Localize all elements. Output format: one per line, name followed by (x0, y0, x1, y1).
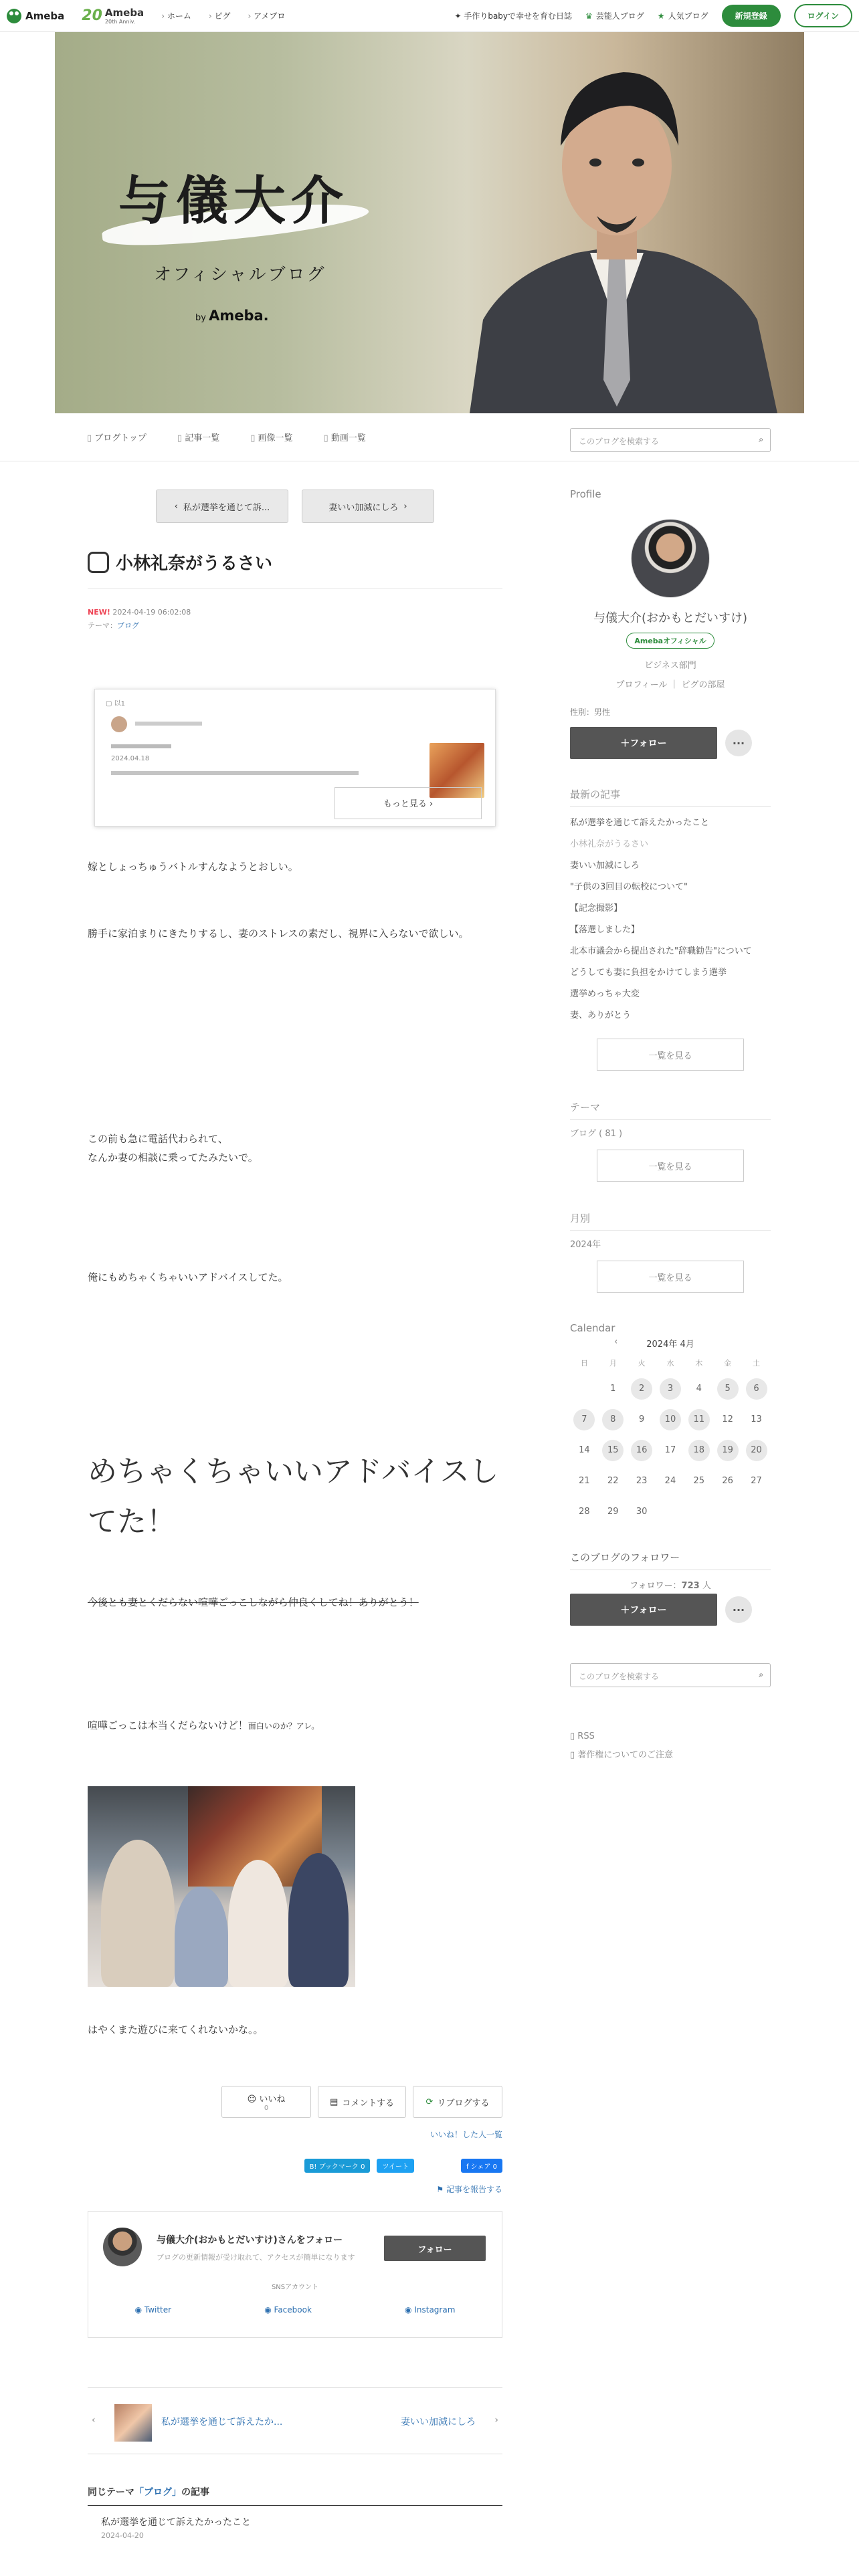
search-icon[interactable]: ⌕ (759, 1670, 763, 1679)
calendar-day: 4 (696, 1384, 702, 1394)
calendar-day: 29 (607, 1507, 619, 1517)
calendar-weekday: 火 (638, 1359, 646, 1368)
liked-by-link[interactable]: いいね！した人一覧 (430, 2130, 502, 2140)
profile-heading: Profile (570, 488, 601, 500)
recent-see-all-button[interactable]: 一覧を見る (597, 1039, 744, 1071)
flag-icon: ⚑ (436, 2185, 446, 2195)
entry-paragraph: この前も急に電話代わられて、 (88, 1132, 228, 1145)
calendar-day (656, 1497, 685, 1527)
instagram-link[interactable]: ◉ Instagram (405, 2305, 455, 2315)
calendar-day[interactable]: 2 (628, 1374, 656, 1404)
calendar (570, 1322, 771, 1527)
nav-entry-list[interactable]: ▯ 記事一覧 (177, 431, 219, 443)
month-item[interactable]: 2024年 (570, 1240, 601, 1250)
profile-category: ビジネス部門 (644, 661, 696, 671)
calendar-heading: Calendar (570, 1322, 615, 1334)
profile-links: プロフィール ｜ ピグの部屋 (615, 680, 725, 690)
calendar-day: 22 (607, 1476, 619, 1486)
chevron-right-icon[interactable]: › (494, 2415, 498, 2426)
recent-item[interactable]: 妻、ありがとう (570, 1010, 632, 1021)
rss-link[interactable]: ▯ RSS (570, 1731, 595, 1741)
calendar-day[interactable]: 20 (742, 1435, 771, 1466)
sidebar (570, 461, 771, 1765)
calendar-day: 24 (664, 1476, 676, 1486)
signup-button[interactable]: 新規登録 (722, 5, 781, 27)
more-menu-button[interactable]: ··· (725, 730, 752, 756)
same-theme-item[interactable]: 私が選挙を通じて訴えたかったこと 2024-04-20 (101, 2517, 251, 2541)
facebook-link[interactable]: ◉ Facebook (264, 2305, 312, 2315)
celebrity-blog-link[interactable]: ♛ 芸能人ブログ (585, 11, 644, 21)
calendar-day: 23 (636, 1476, 648, 1486)
document-icon: ▯ (570, 1750, 578, 1760)
recent-item[interactable]: 小林礼奈がうるさい (570, 839, 649, 849)
hero-title: 与儀大介 (118, 171, 349, 231)
calendar-day[interactable]: 11 (684, 1404, 713, 1435)
reblog-icon: ⟳ (425, 2097, 434, 2107)
entry-photo[interactable] (88, 1786, 355, 1987)
photo-person (175, 1887, 228, 1987)
calendar-day (713, 1497, 742, 1527)
entry-pager-top (88, 490, 502, 523)
more-menu-button[interactable]: ··· (725, 1596, 752, 1623)
calendar-day: 1 (610, 1384, 616, 1394)
month-heading: 月別 (570, 1211, 771, 1231)
like-button[interactable]: ☺ いいね 0 (221, 2086, 311, 2118)
global-nav (161, 10, 285, 21)
calendar-day: 28 (579, 1507, 590, 1517)
nav-blog-top[interactable]: ▯ ブログトップ (87, 431, 147, 443)
chevron-left-icon[interactable]: ‹ (614, 1337, 618, 1347)
entry-paragraph: 俺にもめちゃくちゃいいアドバイスしてた。 (88, 1271, 288, 1283)
calendar-month: ‹ 2024年 4月 (614, 1337, 694, 1350)
popular-blog-link[interactable]: ★ 人気ブログ (657, 11, 708, 21)
calendar-day[interactable]: 3 (656, 1374, 685, 1404)
reblog-icon (88, 552, 109, 573)
recent-item[interactable]: 【記念撮影】 (570, 903, 623, 914)
prev-entry-thumbnail[interactable] (114, 2404, 152, 2442)
recent-heading: 最新の記事 (570, 787, 771, 807)
entry-meta: NEW! 2024-04-19 06:02:08 テーマ：ブログ (88, 608, 191, 630)
calendar-day[interactable]: 7 (570, 1404, 599, 1435)
reblog-button[interactable]: ⟳ リブログする (413, 2086, 502, 2118)
embed-more-link[interactable]: もっと見る › (335, 787, 482, 819)
entry-pager-bottom (88, 2387, 502, 2454)
entry-paragraph: 喧嘩ごっこは本当くだらないけど！面白いのか？アレ。 (88, 1719, 320, 1732)
calendar-day: 17 (664, 1445, 676, 1455)
entry-strike-text: 今後とも妻とくだらない喧嘩ごっこしながら仲良くしてね！ありがとう！ (88, 1596, 419, 1608)
frog-logo-icon (7, 9, 21, 23)
twitter-link[interactable]: ◉ Twitter (135, 2305, 172, 2315)
photo-person (288, 1853, 349, 1987)
search-icon[interactable]: ⌕ (759, 435, 763, 444)
facebook-share-button[interactable]: f シェア 0 (461, 2159, 502, 2173)
login-button[interactable]: ログイン (794, 4, 852, 27)
prev-entry-button[interactable]: ‹ 私が選挙を通じて訴... (156, 490, 288, 523)
entry-actions (88, 2086, 502, 2118)
calendar-day[interactable]: 8 (599, 1404, 628, 1435)
entry-column (88, 461, 502, 2540)
calendar-day[interactable]: 18 (684, 1435, 713, 1466)
theme-see-all-button[interactable]: 一覧を見る (597, 1150, 744, 1182)
recent-item[interactable]: どうしても妻に負担をかけてしまう選挙 (570, 968, 727, 978)
calendar-day[interactable]: 6 (742, 1374, 771, 1404)
photo-person (101, 1840, 175, 1987)
embed-redacted-body (111, 771, 359, 775)
calendar-weekday: 月 (609, 1359, 617, 1368)
embed-avatar (111, 716, 127, 732)
photo-person (228, 1860, 288, 1987)
calendar-day: 14 (579, 1445, 590, 1455)
entry-paragraph: なんか妻の相談に乗ってたみたいで。 (88, 1152, 258, 1164)
blog-nav (0, 413, 859, 461)
blog-header-image[interactable] (55, 32, 804, 413)
chevron-right-icon: › (403, 501, 407, 512)
anniversary-logo[interactable]: 20 Ameba 20th Anniv. (82, 7, 145, 25)
calendar-day (570, 1374, 599, 1404)
pigg-room-link[interactable]: ピグの部屋 (681, 680, 725, 690)
sidebar-follow (570, 727, 771, 759)
hero-by-ameba: by Ameba. (195, 308, 269, 324)
sns-heading: SNSアカウント (271, 2284, 319, 2292)
comment-button[interactable]: ▤ コメントする (318, 2086, 406, 2118)
calendar-day[interactable]: 15 (599, 1435, 628, 1466)
crown-icon: ♛ (585, 11, 593, 21)
calendar-day[interactable]: 5 (713, 1374, 742, 1404)
calendar-day: 30 (636, 1507, 648, 1517)
chevron-left-icon[interactable]: ‹ (92, 2415, 96, 2426)
calendar-day: 21 (579, 1476, 590, 1486)
hatena-bookmark-button[interactable]: B! ブックマーク 0 (304, 2159, 371, 2173)
calendar-day: 25 (693, 1476, 705, 1486)
entry-paragraph: はやくまた遊びに来てくれないかな。。 (88, 2023, 264, 2036)
theme-item[interactable]: ブログ ( 81 ) (570, 1129, 623, 1139)
theme-link[interactable]: ブログ (117, 621, 139, 630)
calendar-day[interactable]: 16 (628, 1435, 656, 1466)
embedded-post-card[interactable]: ▢ 以1 2024.04.18 もっと見る › (94, 689, 496, 827)
theme-heading: テーマ (570, 1100, 771, 1120)
follow-box: 与儀大介(おかもとだいすけ)さんをフォロー ブログの更新情報が受け取れて、アクセスが簡単になります フォロー SNSアカウント ◉ Twitter ◉ Facebook ◉ Instagram (88, 2211, 502, 2338)
embed-redacted-text (111, 744, 171, 748)
ameba-logo[interactable]: Ameba (7, 9, 64, 23)
hero-subtitle: オフィシャルブログ (154, 265, 326, 285)
author-avatar[interactable] (103, 2228, 142, 2266)
recent-item[interactable]: "子供の3回目の転校について" (570, 882, 688, 892)
entry-title: 小林礼奈がうるさい (88, 550, 502, 588)
calendar-weekday: 水 (666, 1359, 674, 1368)
calendar-day[interactable]: 10 (656, 1404, 685, 1435)
nav-home[interactable]: › ホーム (161, 10, 191, 21)
follow-button[interactable]: フォロー (384, 2236, 486, 2261)
copyright-link[interactable]: ▯ 著作権についてのご注意 (570, 1750, 674, 1760)
author-portrait (430, 32, 804, 413)
global-header (0, 0, 859, 32)
promo-link[interactable]: ✦ 手作りbabyで幸せを育む日誌 (454, 11, 573, 21)
calendar-day: 12 (722, 1414, 733, 1424)
recent-item[interactable]: 妻いい加減にしろ (570, 861, 640, 871)
report-link[interactable]: ⚑ 記事を報告する (436, 2185, 502, 2195)
calendar-weekday: 土 (753, 1359, 761, 1368)
entry-paragraph: 嫁としょっちゅうバトルすんなようとおしい。 (88, 860, 298, 873)
followers-count[interactable]: フォロワー：723 人 (630, 1581, 711, 1591)
calendar-day: 27 (751, 1476, 762, 1486)
calendar-day: 9 (638, 1414, 645, 1424)
calendar-day (742, 1497, 771, 1527)
month-see-all-button[interactable]: 一覧を見る (597, 1261, 744, 1293)
share-buttons (88, 2159, 502, 2173)
tweet-button[interactable]: ツイート (377, 2159, 414, 2173)
entry-heading-large: めちゃくちゃいいアドバイスしてた！ (88, 1455, 499, 1539)
follow-button[interactable]: ＋フォロー (570, 727, 717, 759)
sidebar-search-input[interactable]: このブログを検索する ⌕ (570, 1663, 771, 1687)
profile-sex: 性別：男性 (570, 708, 611, 717)
smile-icon: ☺ (247, 2095, 260, 2105)
recent-item[interactable]: 【落選しました】 (570, 925, 640, 935)
calendar-weekday: 日 (580, 1359, 588, 1368)
calendar-day: 26 (722, 1476, 733, 1486)
nav-image-list[interactable]: ▯ 画像一覧 (250, 431, 292, 443)
entry-paragraph: 勝手に家泊まりにきたりするし、妻のストレスの素だし、視界に入らないで欲しい。 (88, 928, 469, 940)
profile-name[interactable]: 与儀大介(おかもとだいすけ) (593, 611, 748, 625)
same-theme-heading: 同じテーマ「ブログ」の記事 (88, 2485, 502, 2506)
rss-icon: ▯ (570, 1731, 578, 1741)
chevron-left-icon: ‹ (174, 501, 178, 512)
nav-ameblo[interactable]: › アメブロ (248, 10, 285, 21)
profile-link[interactable]: プロフィール (615, 680, 668, 690)
sidebar-footer-links (570, 1727, 771, 1765)
next-entry-link[interactable]: 妻いい加減にしろ (401, 2417, 476, 2428)
calendar-weekday: 木 (695, 1359, 703, 1368)
recent-item[interactable]: 北本市議会から提出された"辞職勧告"について (570, 946, 752, 956)
calendar-day (684, 1497, 713, 1527)
profile-avatar[interactable] (631, 519, 710, 598)
calendar-weekday: 金 (724, 1359, 732, 1368)
calendar-day: 13 (751, 1414, 762, 1424)
official-badge: Amebaオフィシャル (626, 633, 714, 649)
recent-item[interactable]: 選挙めっちゃ大変 (570, 989, 640, 999)
comment-icon: ▤ (330, 2097, 339, 2107)
followers-heading: このブログのフォロワー (570, 1550, 771, 1570)
recent-item[interactable]: 私が選挙を通じて訴えたかったこと (570, 818, 710, 828)
recent-list (570, 813, 771, 1027)
embed-redacted-name (135, 722, 202, 726)
calendar-grid (570, 1358, 771, 1527)
prev-entry-link[interactable]: 私が選挙を通じて訴えたか... (161, 2417, 283, 2428)
calendar-day[interactable]: 19 (713, 1435, 742, 1466)
blog-search-input[interactable]: このブログを検索する ⌕ (570, 428, 771, 452)
next-entry-button[interactable]: 妻いい加減にしろ › (302, 490, 434, 523)
followers-follow (570, 1594, 771, 1626)
follow-button[interactable]: ＋フォロー (570, 1594, 717, 1626)
nav-video-list[interactable]: ▯ 動画一覧 (324, 431, 366, 443)
star-icon: ★ (657, 11, 665, 21)
nav-pigg[interactable]: › ピグ (209, 10, 231, 21)
